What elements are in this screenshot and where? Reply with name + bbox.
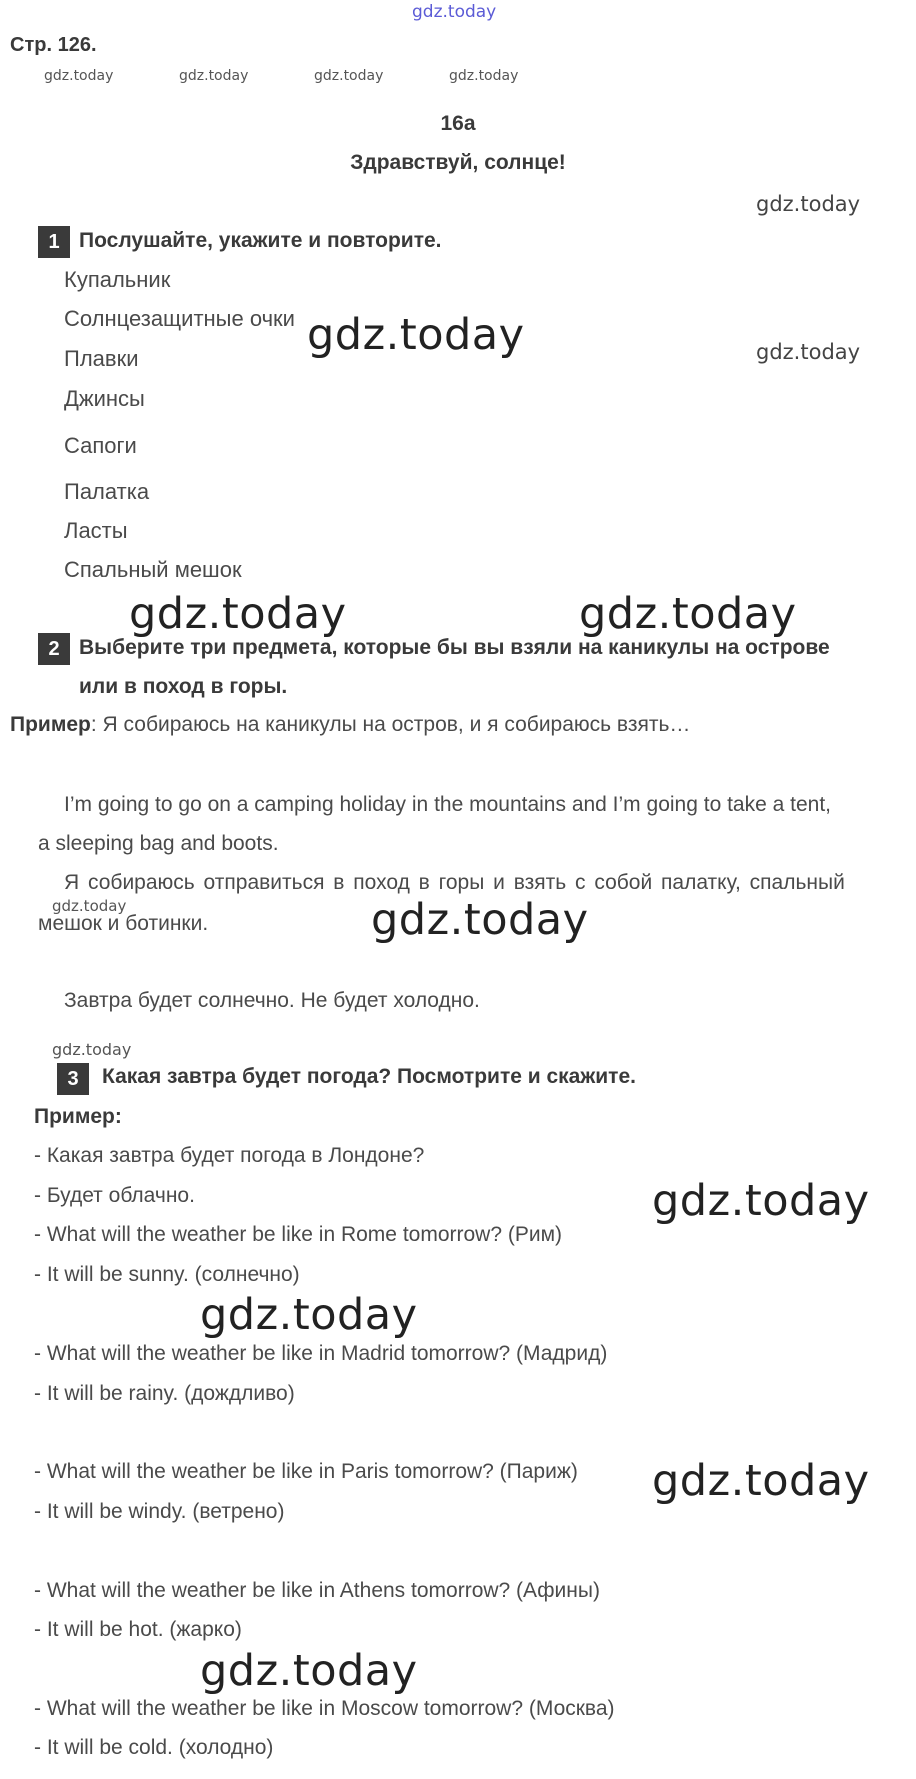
- list-item: Джинсы: [64, 386, 145, 411]
- answer-en-line2: a sleeping bag and boots.: [38, 832, 279, 855]
- answer-en-line1: I’m going to go on a camping holiday in the mountains and I’m going to take a tent,: [64, 793, 831, 816]
- example-line: [10, 713, 690, 737]
- watermark: gdz.today: [52, 1040, 132, 1059]
- dialog-line: - It will be sunny. (солнечно): [34, 1263, 300, 1286]
- watermark: gdz.today: [652, 1456, 870, 1506]
- forecast-line: Завтра будет солнечно. Не будет холодно.: [64, 989, 480, 1012]
- dialog-line: - It will be rainy. (дождливо): [34, 1382, 295, 1405]
- list-item: Ласты: [64, 518, 128, 543]
- dialog-line: - What will the weather be like in Madrid tomorrow? (Мадрид): [34, 1342, 608, 1365]
- dialog-line: - It will be windy. (ветрено): [34, 1500, 285, 1523]
- watermark: gdz.today: [52, 897, 127, 915]
- section-title: Здравствуй, солнце!: [350, 151, 566, 174]
- exercise-3-heading: Какая завтра будет погода? Посмотрите и скажите.: [102, 1065, 636, 1088]
- dialog-line: - What will the weather be like in Rome tomorrow? (Рим): [34, 1223, 563, 1246]
- watermark: gdz.today: [307, 310, 525, 360]
- watermark: gdz.today: [449, 68, 519, 84]
- watermark: gdz.today: [314, 68, 384, 84]
- watermark: gdz.today: [200, 1290, 418, 1340]
- watermark-top[interactable]: gdz.today: [412, 2, 497, 22]
- watermark: gdz.today: [652, 1176, 870, 1226]
- watermark: gdz.today: [44, 68, 114, 84]
- watermark: gdz.today: [200, 1646, 418, 1696]
- example-label: Пример:: [34, 1105, 122, 1128]
- exercise-number-3: 3: [57, 1063, 89, 1095]
- watermark: gdz.today: [579, 589, 797, 639]
- page-reference: Стр. 126.: [10, 34, 97, 56]
- watermark: gdz.today: [179, 68, 249, 84]
- dialog-line: - What will the weather be like in Moscow tomorrow? (Москва): [34, 1697, 615, 1720]
- list-item: Купальник: [64, 267, 171, 292]
- list-item: Палатка: [64, 479, 150, 504]
- watermark: gdz.today: [756, 192, 861, 216]
- answer-ru-line2: мешок и ботинки.: [38, 912, 209, 935]
- exercise-1-heading: Послушайте, укажите и повторите.: [79, 229, 442, 252]
- exercise-number-2: 2: [38, 633, 70, 665]
- dialog-line: - Какая завтра будет погода в Лондоне?: [34, 1144, 425, 1167]
- exercise-2-heading: Выберите три предмета, которые бы вы взяли на каникулы на острове: [79, 636, 830, 659]
- list-item: Солнцезащитные очки: [64, 306, 295, 331]
- watermark: gdz.today: [129, 589, 347, 639]
- list-item: Спальный мешок: [64, 557, 242, 582]
- list-item: Плавки: [64, 346, 139, 371]
- answer-ru-line1: Я собираюсь отправиться в поход в горы и взять с собой палатку, спальный: [64, 871, 845, 894]
- dialog-line: - Будет облачно.: [34, 1184, 195, 1207]
- example-text: : Я собираюсь на каникулы на остров, и я собираюсь взять…: [90, 713, 691, 736]
- watermark: gdz.today: [371, 895, 589, 945]
- watermark: gdz.today: [756, 340, 861, 364]
- exercise-number-1: 1: [38, 226, 70, 258]
- example-label: Пример: [10, 713, 91, 736]
- dialog-line: - What will the weather be like in Athens tomorrow? (Афины): [34, 1579, 600, 1602]
- unit-number: 16a: [440, 112, 476, 135]
- dialog-line: - What will the weather be like in Paris tomorrow? (Париж): [34, 1460, 578, 1483]
- list-item: Сапоги: [64, 433, 137, 458]
- exercise-2-heading-cont: или в поход в горы.: [79, 675, 288, 698]
- dialog-line: - It will be cold. (холодно): [34, 1736, 274, 1759]
- dialog-line: - It will be hot. (жарко): [34, 1618, 242, 1641]
